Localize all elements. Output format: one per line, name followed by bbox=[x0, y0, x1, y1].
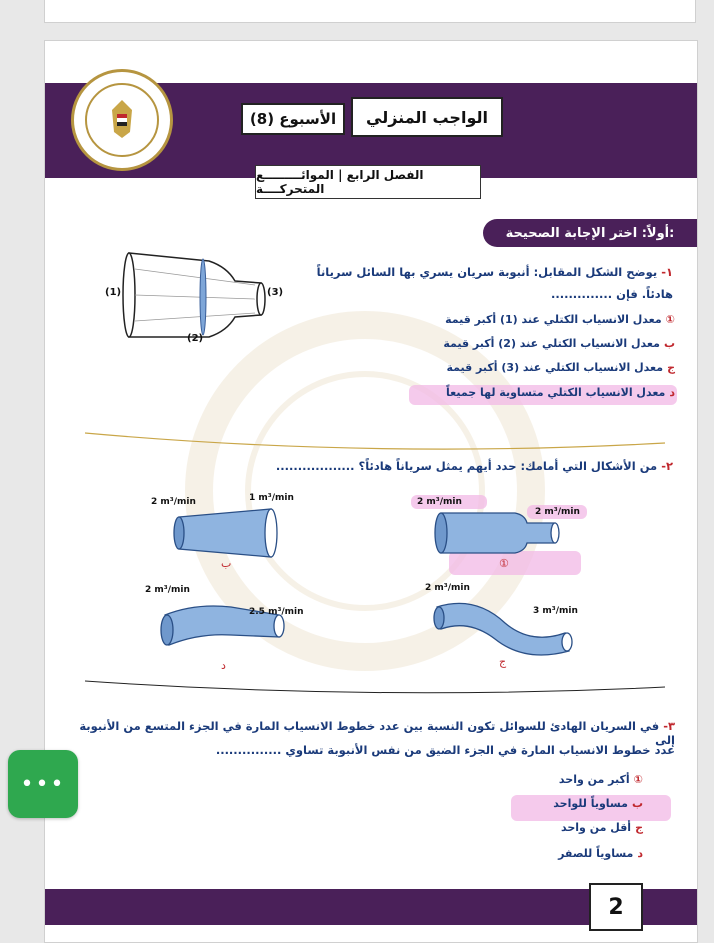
q1-option-c[interactable] bbox=[446, 361, 675, 374]
q1-option-a-mark: ① bbox=[665, 313, 675, 326]
q1-label-2: (2) bbox=[187, 333, 204, 344]
q1-option-a[interactable] bbox=[445, 313, 675, 326]
q3-option-b-mark: ب bbox=[631, 797, 643, 810]
chapter-title: الفصل الرابع | الموائـــــــــع المتحركــــة bbox=[255, 165, 481, 199]
q2-b-outflow: 1 m³/min bbox=[249, 493, 294, 503]
q1-stem: يوضح الشكل المقابل: أنبوبة سريان يسري بها السائل سرياناً هادئاً. فإن .............. bbox=[316, 265, 673, 301]
q2-number: ٢- bbox=[661, 459, 673, 473]
q1-option-a-text: معدل الانسياب الكتلي عند (1) أكبر قيمة bbox=[445, 313, 662, 326]
q2-figure-d bbox=[155, 595, 295, 655]
q1-tube-figure bbox=[105, 247, 285, 347]
q2-c-mark[interactable]: ج bbox=[499, 655, 507, 668]
q2-stem: من الأشكال التي أمامك: حدد أيهم يمثل سرياناً هادئاً؟ .................. bbox=[275, 459, 658, 473]
q1-option-b[interactable] bbox=[443, 337, 675, 350]
q3-option-a[interactable] bbox=[559, 773, 643, 786]
q2-d-mark[interactable]: د bbox=[221, 659, 226, 672]
q1-number: ١- bbox=[661, 265, 673, 279]
week-label: الأسبوع (8) bbox=[241, 103, 345, 135]
q2-a-outflow: 2 m³/min bbox=[535, 507, 580, 517]
section-title: أولاً: اختر الإجابة الصحيحة: bbox=[483, 219, 697, 247]
q3-option-b[interactable] bbox=[553, 797, 643, 810]
q1-option-c-text: معدل الانسياب الكتلي عند (3) أكبر قيمة bbox=[446, 361, 664, 374]
page-number: 2 bbox=[589, 883, 643, 931]
q1-option-d[interactable] bbox=[446, 386, 675, 399]
q2-a-mark[interactable]: ① bbox=[499, 557, 509, 570]
ministry-watermark-inner bbox=[245, 371, 485, 611]
q1-label-1: (1) bbox=[105, 287, 122, 298]
q3-stem-line1: في السريان الهادئ للسوائل تكون النسبة بين عدد خطوط الانسياب المارة في الجزء المتسع من الأنبوبة إلى bbox=[79, 719, 675, 747]
divider-1 bbox=[85, 421, 665, 461]
q1-option-b-text: معدل الانسياب الكتلي عند (2) أكبر قيمة bbox=[443, 337, 660, 350]
ministry-logo bbox=[71, 69, 173, 171]
q1-option-d-text: معدل الانسياب الكتلي متساوية لها جميعاً bbox=[445, 386, 666, 399]
q2-c-inflow: 2 m³/min bbox=[425, 583, 470, 593]
more-dots-icon: ••• bbox=[20, 771, 66, 797]
q2-d-outflow: 2.5 m³/min bbox=[249, 607, 304, 617]
q1-option-d-mark: د bbox=[669, 386, 675, 399]
q3-option-a-text: أكبر من واحد bbox=[558, 773, 630, 786]
more-options-button[interactable] bbox=[8, 750, 78, 818]
q2-text bbox=[273, 459, 673, 473]
worksheet-page bbox=[44, 40, 698, 943]
q3-option-c[interactable] bbox=[561, 821, 643, 834]
q3-option-c-text: أقل من واحد bbox=[561, 821, 632, 834]
q2-figure-b bbox=[161, 503, 291, 563]
q2-a-inflow: 2 m³/min bbox=[417, 497, 462, 507]
q2-b-mark[interactable]: ب bbox=[221, 557, 232, 570]
q3-option-a-mark: ① bbox=[633, 773, 643, 786]
q2-b-inflow: 2 m³/min bbox=[151, 497, 196, 507]
q1-text bbox=[313, 261, 673, 305]
q2-figure-c bbox=[425, 593, 585, 663]
q3-line2: عدد خطوط الانسياب المارة في الجزء الضيق من نفس الأنبوبة تساوي ............... bbox=[215, 743, 675, 757]
q3-option-d-mark: د bbox=[637, 847, 643, 860]
divider-2 bbox=[85, 671, 665, 711]
q3-option-b-text: مساوياً للواحد bbox=[553, 797, 628, 810]
q1-option-b-mark: ب bbox=[663, 337, 675, 350]
homework-title: الواجب المنزلي bbox=[351, 97, 503, 137]
q3-option-c-mark: ج bbox=[635, 821, 643, 834]
q2-c-outflow: 3 m³/min bbox=[533, 606, 578, 616]
previous-page-edge bbox=[44, 0, 696, 23]
q1-label-3: (3) bbox=[267, 287, 284, 298]
q3-option-d-text: مساوياً للصفر bbox=[558, 847, 634, 860]
q3-number: ٣- bbox=[663, 719, 675, 733]
q2-d-inflow: 2 m³/min bbox=[145, 585, 190, 595]
q3-option-d[interactable] bbox=[558, 847, 643, 860]
q1-option-c-mark: ج bbox=[667, 361, 675, 374]
